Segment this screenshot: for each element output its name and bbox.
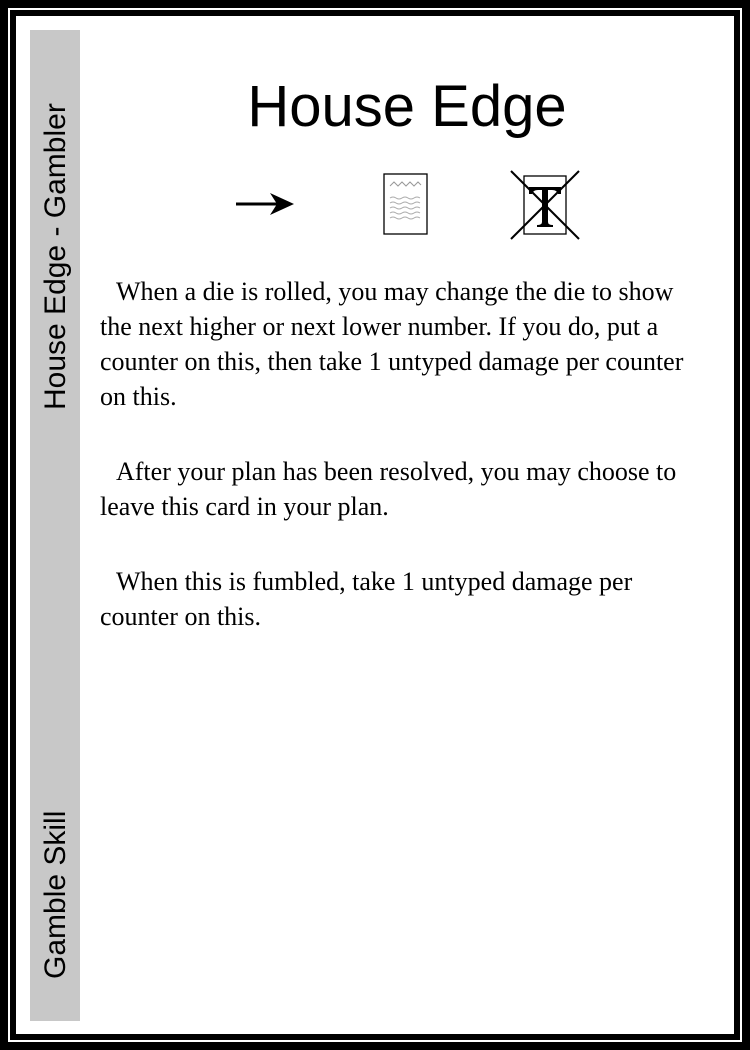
document-icon: [382, 172, 430, 238]
rules-text: [100, 274, 710, 674]
card-title: House Edge: [247, 74, 567, 139]
rule-paragraph: After your plan has been resolved, you may choose to leave this card in your plan.: [100, 457, 677, 521]
side-label-top: House Edge - Gambler: [39, 103, 72, 410]
arrow-right-icon: [232, 186, 300, 222]
rule-paragraph: When a die is rolled, you may change the die to show the next higher or next lower number. If you do, put a counter on this, then take 1 untyped damage per counter on this.: [100, 277, 684, 411]
side-label-bottom: Gamble Skill: [39, 810, 72, 979]
card-face: [16, 16, 734, 1034]
crossed-t-icon: [508, 168, 582, 242]
rule-paragraph: When this is fumbled, take 1 untyped damage per counter on this.: [100, 567, 633, 631]
icon-row: [16, 166, 734, 246]
